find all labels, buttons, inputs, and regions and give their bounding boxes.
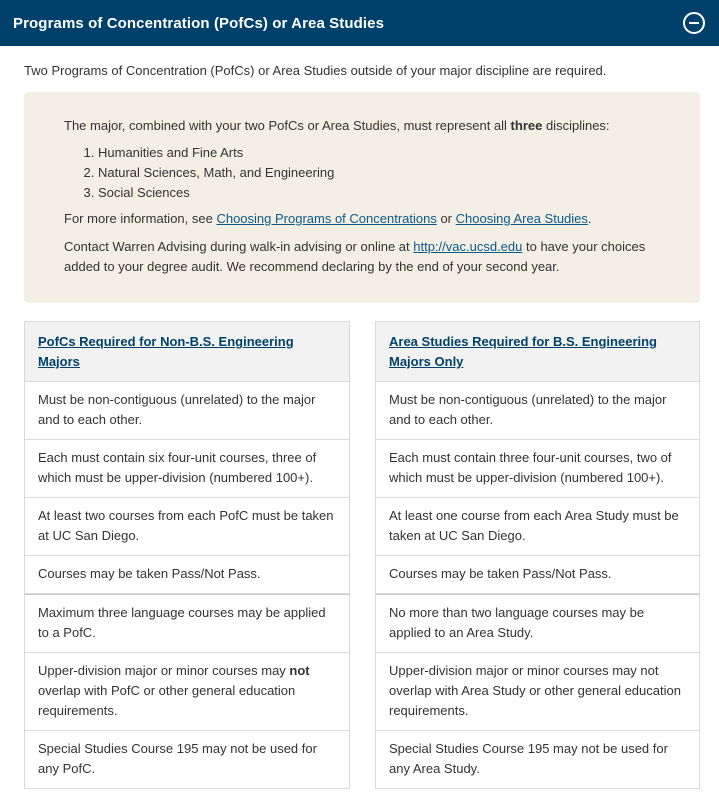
table-row: Maximum three language courses may be applied to a PofC. — [25, 594, 349, 653]
accordion-title: Programs of Concentration (PofCs) or Area Studies — [13, 14, 385, 32]
disciplines-intro: The major, combined with your two PofCs or Area Studies, must represent all three disciplines: — [64, 118, 610, 133]
more-info-text: For more information, see Choosing Programs of Concentrations or Choosing Area Studies. — [64, 211, 592, 226]
info-callout — [24, 92, 700, 303]
area-studies-table — [375, 321, 700, 789]
accordion-content — [0, 46, 719, 789]
table-row: Courses may be taken Pass/Not Pass. — [376, 556, 699, 594]
accordion-header[interactable] — [0, 0, 719, 46]
table-row: Must be non-contiguous (unrelated) to the major and to each other. — [376, 382, 699, 440]
list-item: 2. Natural Sciences, Math, and Engineering — [98, 163, 660, 183]
table-row: Each must contain six four-unit courses, three of which must be upper-division (numbered 100+). — [25, 440, 349, 498]
table-row: At least one course from each Area Study must be taken at UC San Diego. — [376, 498, 699, 556]
vac-link[interactable]: http://vac.ucsd.edu — [413, 239, 523, 254]
table-row: At least two courses from each PofC must be taken at UC San Diego. — [25, 498, 349, 556]
table-row: Special Studies Course 195 may not be used for any Area Study. — [389, 741, 668, 776]
table-row: Must be non-contiguous (unrelated) to the major and to each other. — [25, 382, 349, 440]
table-row: Upper-division major or minor courses may not overlap with Area Study or other general education requirements. — [376, 653, 699, 731]
list-item: 1. Humanities and Fine Arts — [98, 143, 660, 163]
list-item: 3. Social Sciences — [98, 183, 660, 203]
requirements-tables — [24, 321, 700, 789]
choosing-area-studies-link[interactable]: Choosing Area Studies — [455, 211, 588, 226]
table-row: Courses may be taken Pass/Not Pass. — [25, 556, 349, 594]
table-row: No more than two language courses may be applied to an Area Study. — [376, 594, 699, 653]
contact-text: Contact Warren Advising during walk-in advising or online at http://vac.ucsd.edu to have your choices added to your degree audit. We recommend declaring by the end of your second year. — [64, 239, 646, 274]
minus-circle-icon[interactable] — [683, 12, 705, 34]
pofc-table — [24, 321, 350, 789]
choosing-pofc-link[interactable]: Choosing Programs of Concentrations — [216, 211, 437, 226]
table-row: Each must contain three four-unit courses, two of which must be upper-division (numbered 100+). — [376, 440, 699, 498]
table-header: PofCs Required for Non-B.S. Engineering Majors — [25, 322, 349, 382]
table-header: Area Studies Required for B.S. Engineering Majors Only — [376, 322, 699, 382]
disciplines-list — [64, 143, 660, 203]
table-row: Special Studies Course 195 may not be used for any PofC. — [38, 741, 317, 776]
intro-text: Two Programs of Concentration (PofCs) or Area Studies outside of your major discipline are required. — [24, 63, 607, 78]
table-row: Upper-division major or minor courses may not overlap with PofC or other general education requirements. — [25, 653, 349, 731]
